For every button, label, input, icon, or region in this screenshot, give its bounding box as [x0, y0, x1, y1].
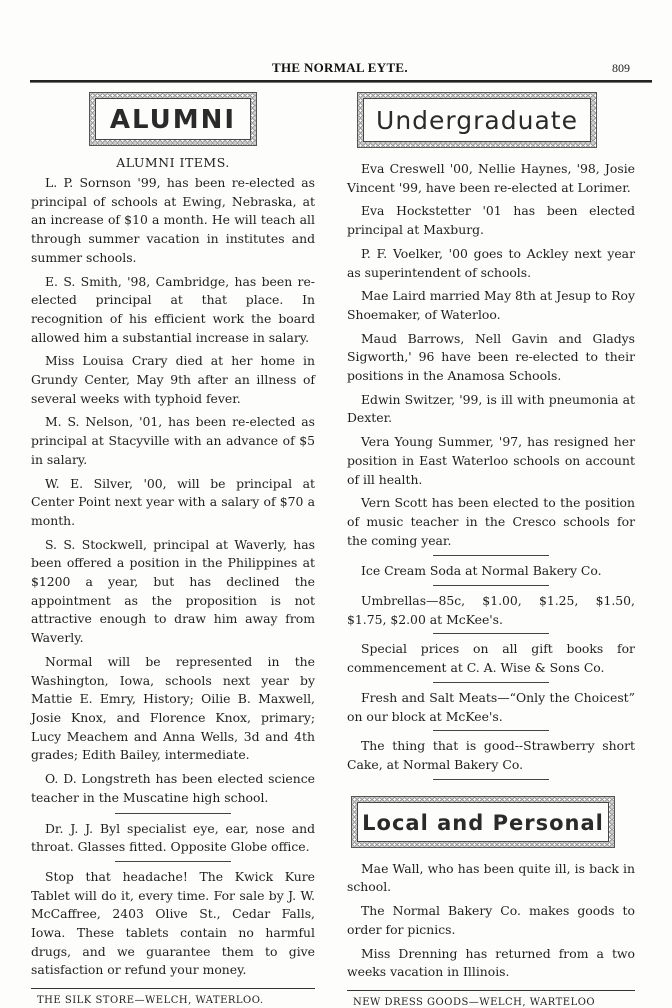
- news-item: M. S. Nelson, '01, has been re-elected as principal at Stacyville with an advance of $5 in salary.: [31, 414, 315, 467]
- news-item: P. F. Voelker, '00 goes to Ackley next year as superintendent of schools.: [347, 245, 635, 280]
- advertisement: Fresh and Salt Meats—“Only the Choicest” on our block at McKee's.: [347, 689, 635, 724]
- advertisement: The thing that is good--Strawberry short Cake, at Normal Bakery Co.: [347, 738, 635, 772]
- divider: [115, 813, 231, 814]
- advertisement: Ice Cream Soda at Normal Bakery Co.: [361, 563, 602, 579]
- local-item: Mae Wall, who has been quite ill, is back in school.: [347, 860, 635, 895]
- alumni-banner-title: ALUMNI: [95, 98, 251, 140]
- news-item: Edwin Switzer, '99, is ill with pneumonia at Dexter.: [347, 391, 635, 426]
- footer-advertisement: NEW DRESS GOODS—WELCH, WARTELOO: [353, 996, 596, 1008]
- divider: [433, 555, 549, 556]
- news-item: S. S. Stockwell, principal at Waverly, has been offered a position in the Philippines at $1200 a year, but has declined the appointment as the proposition is not attractive enough to draw him away from Waverly.: [31, 536, 315, 646]
- left-column: [31, 92, 315, 1006]
- header-rule: [30, 80, 652, 83]
- news-item: Normal will be represented in the Washington, Iowa, schools next year by Mattie E. Emry, History; Oilie B. Maxwell, Josie Knox, and Florence Knox, primary; Lucy Meachem and Anna Wells, 3d and 4th grades; Edith Bailey, intermediate.: [31, 653, 315, 763]
- divider: [433, 633, 549, 634]
- local-personal-banner-title: Local and Personal: [357, 802, 609, 842]
- divider: [433, 730, 549, 731]
- news-item: Vern Scott has been elected to the position of music teacher in the Cresco schools for the coming year.: [347, 495, 635, 548]
- news-item: Vera Young Summer, '97, has resigned her position in East Waterloo schools on account of ill health.: [347, 434, 635, 487]
- advertisement: Special prices on all gift books for commencement at C. A. Wise & Sons Co.: [347, 641, 635, 676]
- news-item: Eva Hockstetter '01 has been elected principal at Maxburg.: [347, 203, 635, 238]
- local-item: The Normal Bakery Co. makes goods to order for picnics.: [347, 903, 635, 937]
- news-item: Miss Louisa Crary died at her home in Grundy Center, May 9th after an illness of several weeks with typhoid fever.: [31, 353, 315, 406]
- news-item: O. D. Longstreth has been elected science teacher in the Muscatine high school.: [31, 771, 315, 805]
- right-column: [347, 92, 635, 1008]
- divider: [433, 585, 549, 586]
- local-item: Miss Drenning has returned from a two weeks vacation in Illinois.: [347, 945, 635, 980]
- running-head: [30, 60, 650, 80]
- news-item: Maud Barrows, Nell Gavin and Gladys Sigworth,' 96 have been re-elected to their positions in the Anamosa Schools.: [347, 330, 635, 384]
- page-number: 809: [612, 61, 630, 75]
- divider: [433, 682, 549, 683]
- section-heading: ALUMNI ITEMS.: [116, 155, 230, 170]
- undergraduate-banner: [357, 92, 597, 148]
- advertisement: Stop that headache! The Kwick Kure Tablet will do it, every time. For sale by J. W. McCaffree, 2403 Olive St., Cedar Falls, Iowa. These tablets contain no harmful drugs, and we guarantee them to give satisfaction or refund your money.: [31, 868, 315, 978]
- divider: [433, 779, 549, 780]
- undergraduate-banner-title: Undergraduate: [363, 98, 591, 142]
- alumni-banner: [89, 92, 257, 146]
- local-personal-banner: [351, 796, 615, 848]
- news-item: L. P. Sornson '99, has been re-elected as principal of schools at Ewing, Nebraska, at an increase of $10 a month. He will teach all through summer vacation in institutes and summer schools.: [31, 175, 315, 265]
- footer-advertisement: THE SILK STORE—WELCH, WATERLOO.: [37, 995, 264, 1007]
- footer-rule: [31, 988, 315, 989]
- advertisement: Umbrellas—85c, $1.00, $1.25, $1.50, $1.75, $2.00 at McKee's.: [347, 593, 635, 627]
- news-item: Mae Laird married May 8th at Jesup to Roy Shoemaker, of Waterloo.: [347, 288, 635, 322]
- footer-rule: [347, 990, 635, 991]
- advertisement: Dr. J. J. Byl specialist eye, ear, nose and throat. Glasses fitted. Opposite Globe office.: [31, 820, 315, 855]
- news-item: E. S. Smith, '98, Cambridge, has been re-elected principal at that place. In recognition of his efficient work the board allowed him a substantial increase in salary.: [31, 273, 315, 345]
- news-item: W. E. Silver, '00, will be principal at Center Point next year with a salary of $70 a month.: [31, 475, 315, 528]
- divider: [115, 861, 231, 862]
- news-item: Eva Creswell '00, Nellie Haynes, '98, Josie Vincent '99, have been re-elected at Lorimer.: [347, 161, 635, 195]
- publication-title: THE NORMAL EYTE.: [272, 60, 408, 75]
